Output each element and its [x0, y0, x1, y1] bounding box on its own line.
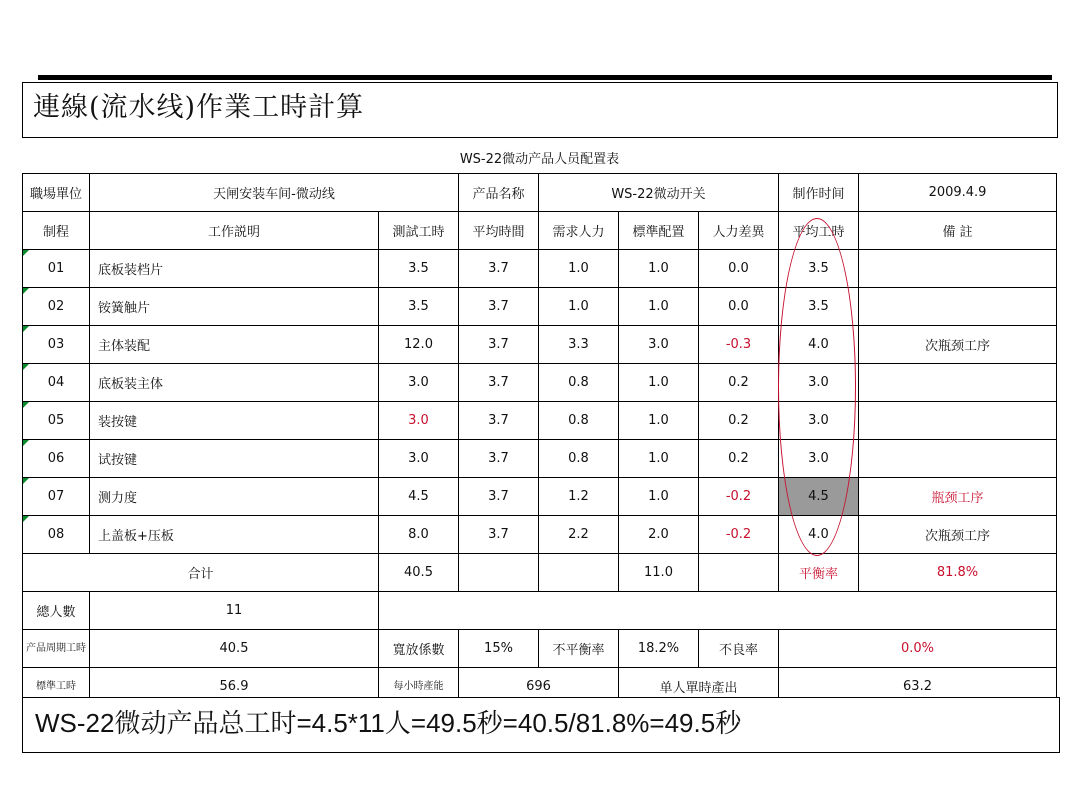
remark: 次瓶颈工序 — [859, 326, 1057, 364]
required-staff: 0.8 — [539, 364, 619, 402]
table-row — [23, 516, 1057, 554]
comment-marker-icon — [23, 326, 29, 332]
test-time: 3.5 — [379, 288, 459, 326]
table-row — [23, 250, 1057, 288]
staff-difference: -0.2 — [699, 516, 779, 554]
average-work-time: 4.0 — [779, 516, 859, 554]
header-cell: 制程 — [23, 212, 90, 250]
people-label: 總人數 — [23, 592, 90, 630]
process-no — [23, 288, 90, 326]
comment-marker-icon — [23, 516, 29, 522]
date-value: 2009.4.9 — [859, 174, 1057, 212]
staff-difference: -0.3 — [699, 326, 779, 364]
staff-difference: 0.2 — [699, 402, 779, 440]
comment-marker-icon — [23, 250, 29, 256]
average-time: 3.7 — [459, 364, 539, 402]
allowance-value: 15% — [459, 630, 539, 668]
work-description: 测力度 — [90, 478, 379, 516]
table-caption: WS-22微动产品人员配置表 — [23, 141, 1057, 174]
balance-value: 81.8% — [859, 554, 1057, 592]
people-row — [23, 592, 1057, 630]
test-time: 4.5 — [379, 478, 459, 516]
average-work-time: 3.0 — [779, 364, 859, 402]
test-time: 3.0 — [379, 364, 459, 402]
process-no — [23, 326, 90, 364]
process-no-text: 06 — [47, 451, 65, 466]
work-description: 铵簧触片 — [90, 288, 379, 326]
allowance-label: 寬放係數 — [379, 630, 459, 668]
stats-row — [23, 630, 1057, 668]
remark — [859, 364, 1057, 402]
average-work-time: 4.5 — [779, 478, 859, 516]
hourly-capacity-value: 696 — [459, 668, 619, 706]
test-time: 12.0 — [379, 326, 459, 364]
process-no-text: 07 — [47, 489, 65, 504]
test-time: 3.5 — [379, 250, 459, 288]
work-description: 装按键 — [90, 402, 379, 440]
process-no-text: 08 — [47, 527, 65, 542]
process-no-text: 04 — [47, 375, 65, 390]
table-row — [23, 364, 1057, 402]
total-test: 40.5 — [379, 554, 459, 592]
defect-label: 不良率 — [699, 630, 779, 668]
header-cell: 需求人力 — [539, 212, 619, 250]
header-cell: 測試工時 — [379, 212, 459, 250]
comment-marker-icon — [23, 288, 29, 294]
product-label: 产品名称 — [459, 174, 539, 212]
header-cell: 平均時間 — [459, 212, 539, 250]
header-cell: 人力差異 — [699, 212, 779, 250]
unit-label: 職場單位 — [23, 174, 90, 212]
header-cell: 平均工時 — [779, 212, 859, 250]
average-time: 3.7 — [459, 440, 539, 478]
remark — [859, 288, 1057, 326]
info-row — [23, 174, 1057, 212]
table-row — [23, 478, 1057, 516]
standard-time-label: 標準工時 — [23, 668, 90, 706]
test-time: 8.0 — [379, 516, 459, 554]
comment-marker-icon — [23, 440, 29, 446]
standard-staff: 1.0 — [619, 364, 699, 402]
imbalance-label: 不平衡率 — [539, 630, 619, 668]
standard-staff: 2.0 — [619, 516, 699, 554]
average-work-time: 3.5 — [779, 250, 859, 288]
formula-text: WS-22微动产品总工时=4.5*11人=49.5秒=40.5/81.8%=49.5秒 — [22, 697, 1060, 753]
people-value: 11 — [90, 592, 379, 630]
process-no — [23, 364, 90, 402]
date-label: 制作时间 — [779, 174, 859, 212]
per-person-label: 单人單時產出 — [619, 668, 779, 706]
work-description: 主体装配 — [90, 326, 379, 364]
process-no — [23, 478, 90, 516]
product-value: WS-22微动开关 — [539, 174, 779, 212]
process-no — [23, 516, 90, 554]
required-staff: 0.8 — [539, 402, 619, 440]
average-work-time: 3.5 — [779, 288, 859, 326]
cycle-time-value: 40.5 — [90, 630, 379, 668]
remark — [859, 250, 1057, 288]
staff-difference: -0.2 — [699, 478, 779, 516]
test-time: 3.0 — [379, 440, 459, 478]
unit-value: 天闸安装车间-微动线 — [90, 174, 459, 212]
required-staff: 3.3 — [539, 326, 619, 364]
header-cell: 工作説明 — [90, 212, 379, 250]
average-time: 3.7 — [459, 326, 539, 364]
comment-marker-icon — [23, 402, 29, 408]
remark — [859, 440, 1057, 478]
imbalance-value: 18.2% — [619, 630, 699, 668]
comment-marker-icon — [23, 478, 29, 484]
required-staff: 1.2 — [539, 478, 619, 516]
table-row — [23, 402, 1057, 440]
hourly-capacity-label: 每小時產能 — [379, 668, 459, 706]
average-time: 3.7 — [459, 288, 539, 326]
total-std: 11.0 — [619, 554, 699, 592]
total-label: 合计 — [23, 554, 379, 592]
average-work-time: 4.0 — [779, 326, 859, 364]
comment-marker-icon — [23, 364, 29, 370]
defect-value: 0.0% — [779, 630, 1057, 668]
standard-staff: 1.0 — [619, 478, 699, 516]
process-no — [23, 402, 90, 440]
process-no-text: 02 — [47, 299, 65, 314]
standard-staff: 1.0 — [619, 288, 699, 326]
work-description: 底板装主体 — [90, 364, 379, 402]
standard-staff: 3.0 — [619, 326, 699, 364]
balance-label: 平衡率 — [779, 554, 859, 592]
required-staff: 2.2 — [539, 516, 619, 554]
process-no-text: 05 — [47, 413, 65, 428]
standard-staff: 1.0 — [619, 402, 699, 440]
table-row — [23, 326, 1057, 364]
header-row — [23, 212, 1057, 250]
standard-staff: 1.0 — [619, 440, 699, 478]
average-time: 3.7 — [459, 516, 539, 554]
slide-title: 連線(流水线)作業工時計算 — [22, 82, 1058, 138]
standard-staff: 1.0 — [619, 250, 699, 288]
staff-difference: 0.2 — [699, 364, 779, 402]
average-time: 3.7 — [459, 250, 539, 288]
process-no — [23, 250, 90, 288]
header-cell: 標準配置 — [619, 212, 699, 250]
staff-difference: 0.0 — [699, 250, 779, 288]
remark: 次瓶颈工序 — [859, 516, 1057, 554]
remark — [859, 402, 1057, 440]
top-divider-bar — [38, 75, 1052, 80]
header-cell: 備 註 — [859, 212, 1057, 250]
process-no-text: 03 — [47, 337, 65, 352]
remark: 瓶颈工序 — [859, 478, 1057, 516]
total-row — [23, 554, 1057, 592]
average-work-time: 3.0 — [779, 440, 859, 478]
staff-difference: 0.0 — [699, 288, 779, 326]
process-no-text: 01 — [47, 261, 65, 276]
cycle-time-label: 产品周期工時 — [23, 630, 90, 668]
average-time: 3.7 — [459, 478, 539, 516]
work-description: 试按键 — [90, 440, 379, 478]
test-time: 3.0 — [379, 402, 459, 440]
work-description: 底板装档片 — [90, 250, 379, 288]
per-person-value: 63.2 — [779, 668, 1057, 706]
table-row — [23, 288, 1057, 326]
work-description: 上盖板+压板 — [90, 516, 379, 554]
required-staff: 1.0 — [539, 288, 619, 326]
standard-time-value: 56.9 — [90, 668, 379, 706]
required-staff: 0.8 — [539, 440, 619, 478]
average-time: 3.7 — [459, 402, 539, 440]
staff-difference: 0.2 — [699, 440, 779, 478]
process-no — [23, 440, 90, 478]
staffing-table — [22, 141, 1057, 706]
table-row — [23, 440, 1057, 478]
required-staff: 1.0 — [539, 250, 619, 288]
average-work-time: 3.0 — [779, 402, 859, 440]
